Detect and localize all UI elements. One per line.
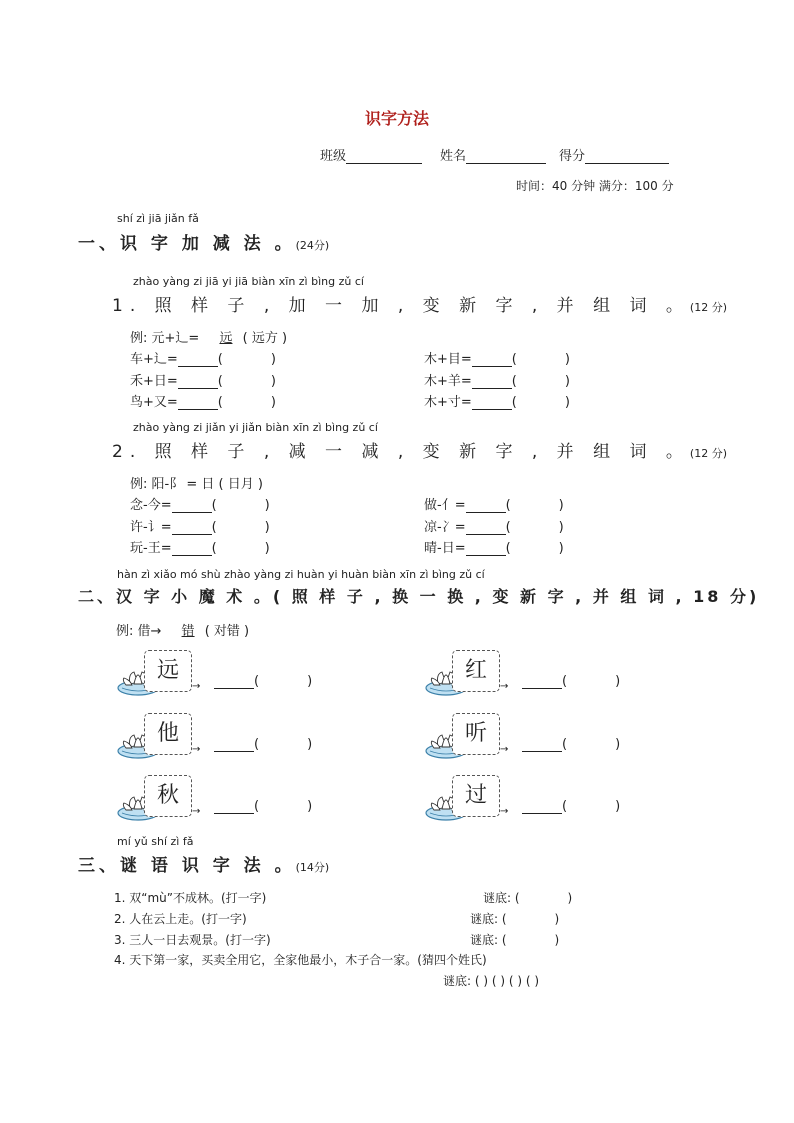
char-box: 过 — [452, 775, 500, 817]
page-title: 识字方法 — [364, 109, 429, 128]
riddle-3: 3. 三人一日去观景。(打一字) — [114, 933, 271, 947]
part2-title: 2. 照 样 子 , 减 一 减 , 变 新 字 , 并 组 词 。(12 分) — [112, 442, 727, 462]
arrow-icon: → — [192, 744, 201, 755]
part2-points: (12 分) — [689, 447, 727, 460]
answer-blank[interactable] — [522, 800, 562, 814]
section2-example: 例: 借→ 错 ( 对错 ) — [116, 624, 250, 639]
score-field — [559, 145, 669, 164]
section2-title: 二、汉 字 小 魔 术 。( 照 样 子 , 换 一 换 , 变 新 字 , 并 组 词 , 18 分) — [78, 587, 760, 606]
section1-pinyin: shí zì jiā jiǎn fǎ — [117, 212, 199, 225]
score-blank[interactable] — [585, 149, 669, 164]
name-label: 姓名 — [440, 149, 467, 164]
answer-blank[interactable] — [178, 353, 218, 367]
part1-example: 例: 元+辶= 远 ( 远方 ) — [130, 331, 288, 346]
answer-blank[interactable] — [172, 499, 212, 513]
section3-points: (14分) — [295, 861, 330, 874]
answer-blank[interactable] — [214, 800, 254, 814]
section3-title: 三、谜 语 识 字 法 。(14分) — [78, 856, 330, 876]
part1-row-right: 木+目= ( ) — [424, 352, 570, 367]
answer-blank[interactable] — [522, 675, 562, 689]
magic-card: 过 → ( ) — [424, 775, 634, 825]
part1-pinyin: zhào yàng zi jiā yi jiā biàn xīn zì bìng zǔ cí — [133, 275, 364, 288]
riddle-answer: 谜底: ( ) — [470, 912, 560, 926]
part1-example-word: ( 远方 ) — [242, 331, 288, 346]
time-info: 时间：40 分钟 满分：100 分 — [516, 179, 674, 193]
riddle-answer: 谜底: ( ) — [483, 891, 573, 905]
answer-blank[interactable] — [472, 396, 512, 410]
class-field — [320, 145, 422, 164]
arrow-icon: → — [500, 681, 509, 692]
section1-title: 一、识 字 加 减 法 。(24分) — [78, 234, 330, 254]
part2-row-right: 做-亻= ( ) — [424, 498, 564, 513]
part1-row-right: 木+羊= ( ) — [424, 374, 570, 389]
answer-blank[interactable] — [466, 542, 506, 556]
section2-pinyin: hàn zì xiǎo mó shù zhào yàng zi huàn yi huàn biàn xīn zì bìng zǔ cí — [117, 568, 485, 581]
part1-row-left: 禾+日= ( ) — [130, 374, 276, 389]
magic-card: 红 → ( ) — [424, 650, 634, 700]
riddle-4-answer: 谜底: ( ) ( ) ( ) ( ) — [443, 974, 540, 988]
arrow-icon: → — [500, 806, 509, 817]
arrow-icon: → — [500, 744, 509, 755]
part1-title: 1. 照 样 子 , 加 一 加 , 变 新 字 , 并 组 词 。(12 分) — [112, 296, 727, 316]
magic-card: 秋 → ( ) — [116, 775, 326, 825]
answer-blank[interactable] — [172, 542, 212, 556]
arrow-icon: → — [192, 806, 201, 817]
answer-blank[interactable] — [214, 675, 254, 689]
part2-row-left: 玩-王= ( ) — [130, 541, 270, 556]
part2-example: 例: 阳-阝 = 日 ( 日月 ) — [130, 477, 263, 492]
part1-example-answer: 远 — [219, 331, 233, 346]
name-blank[interactable] — [466, 149, 546, 164]
section2-example-word: ( 对错 ) — [204, 624, 250, 639]
arrow-icon: → — [192, 681, 201, 692]
part2-row-right: 凉-冫= ( ) — [424, 520, 564, 535]
part1-row-right: 木+寸= ( ) — [424, 395, 570, 410]
riddle-4: 4. 天下第一家，买卖全用它，全家他最小，木子合一家。(猜四个姓氏) — [114, 953, 487, 967]
answer-blank[interactable] — [172, 521, 212, 535]
answer-blank[interactable] — [472, 375, 512, 389]
section3-pinyin: mí yǔ shí zì fǎ — [117, 835, 194, 848]
magic-card: 听 → ( ) — [424, 713, 634, 763]
answer-blank[interactable] — [466, 499, 506, 513]
answer-blank[interactable] — [178, 396, 218, 410]
part2-row-right: 晴-日= ( ) — [424, 541, 564, 556]
class-label: 班级 — [320, 149, 347, 164]
score-label: 得分 — [559, 149, 586, 164]
answer-blank[interactable] — [214, 738, 254, 752]
riddle-answer: 谜底: ( ) — [470, 933, 560, 947]
char-box: 红 — [452, 650, 500, 692]
part1-row-left: 鸟+又= ( ) — [130, 395, 276, 410]
magic-card: 远 → ( ) — [116, 650, 326, 700]
magic-card: 他 → ( ) — [116, 713, 326, 763]
answer-blank[interactable] — [522, 738, 562, 752]
section1-points: (24分) — [295, 239, 330, 252]
char-box: 听 — [452, 713, 500, 755]
section2-example-answer: 错 — [181, 624, 195, 639]
part2-row-left: 念-今= ( ) — [130, 498, 270, 513]
riddle-2: 2. 人在云上走。(打一字) — [114, 912, 247, 926]
answer-blank[interactable] — [466, 521, 506, 535]
class-blank[interactable] — [346, 149, 422, 164]
char-box: 秋 — [144, 775, 192, 817]
name-field — [440, 145, 546, 164]
char-box: 远 — [144, 650, 192, 692]
part2-row-left: 许-讠= ( ) — [130, 520, 270, 535]
answer-blank[interactable] — [178, 375, 218, 389]
part2-pinyin: zhào yàng zi jiǎn yi jiǎn biàn xīn zì bìng zǔ cí — [133, 421, 378, 434]
part1-row-left: 车+辶= ( ) — [130, 352, 276, 367]
char-box: 他 — [144, 713, 192, 755]
part1-points: (12 分) — [689, 301, 727, 314]
answer-blank[interactable] — [472, 353, 512, 367]
riddle-1: 1. 双“mù”不成林。(打一字) — [114, 891, 267, 905]
